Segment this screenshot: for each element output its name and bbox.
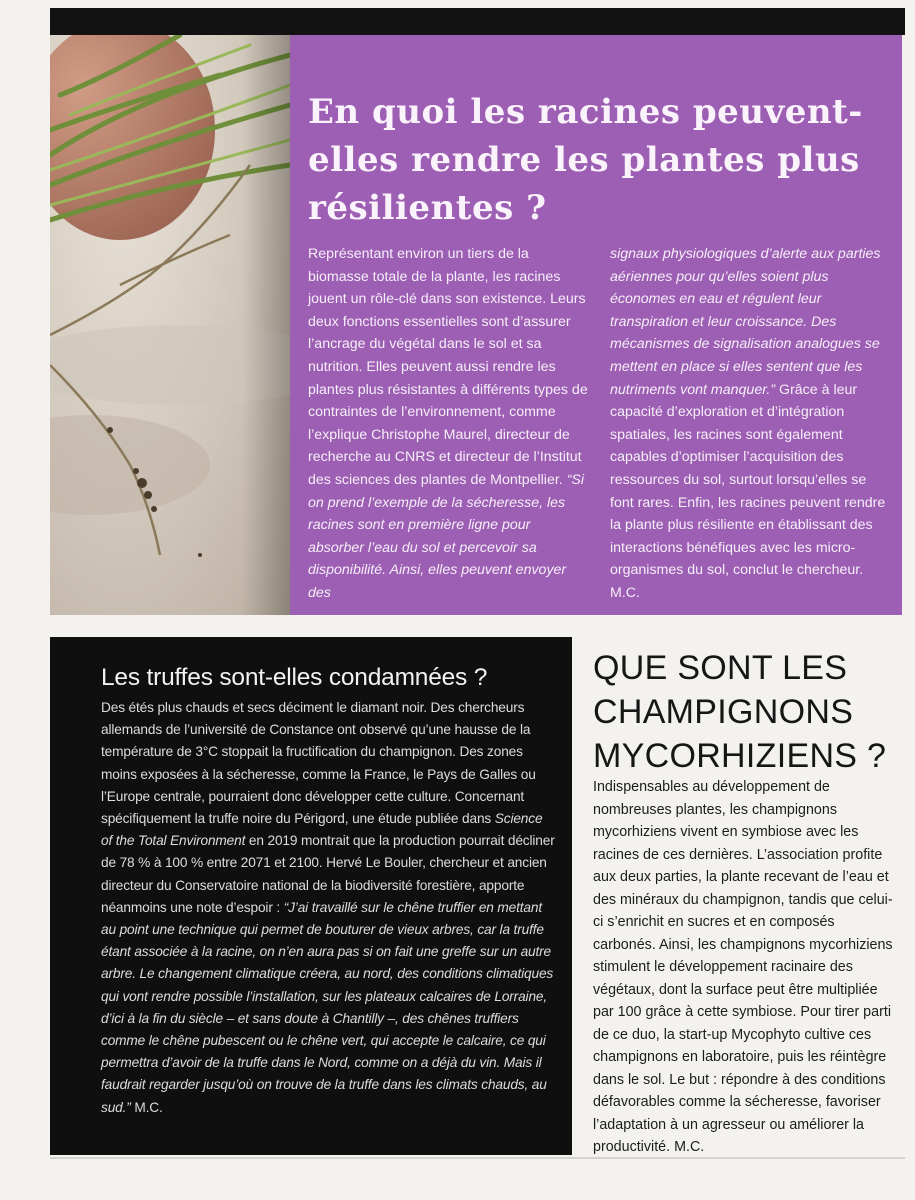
roots-article-title: En quoi les racines peuvent-elles rendre les plantes plus résilientes ? [308,92,863,228]
roots-article-signature: M.C. [610,584,640,601]
truffes-article-body [101,697,557,1119]
champignons-article-title: QUE SONT LES CHAMPIGNONS MYCORHIZIENS ? [593,649,887,775]
truffes-signature: M.C. [134,1099,163,1115]
truffes-quote: “J’ai travaillé sur le chêne truffier en mettant au point une technique qui permet de bouturer de vieux arbres, car la truffe étant associée à la racine, on n’en aura pas si on fait une greffe sur un autre arbre. Le changement climatique créera, au nord, des conditions climatiques qui vont rendre possible l’installation, sur les plateaux calcaires de Lorraine, d’ici à la fin du siècle – et sans doute à Chantilly –, des chênes truffiers comme le chêne pubescent ou le chêne vert, qui accepte le calcaire, ce qui permettra d’avoir de la truffe dans le Nord, comme on a déjà du vin. Mais il faudrait regarder jusqu’où on trouve de la truffe dans les climats chauds, au sud.” [101,899,554,1115]
top-black-band [50,8,905,35]
roots-article-column-1 [308,243,590,605]
roots-article-quote-part1: “Si on prend l’exemple de la sécheresse, les racines sont en première ligne pour absorber l’eau du sol et percevoir sa disponibilité. Ainsi, elles peuvent envoyer des [308,471,585,601]
bottom-rule [50,1157,905,1159]
plant-roots-illustration [50,35,290,615]
truffes-body-part1: Des étés plus chauds et secs déciment le diamant noir. Des chercheurs allemands de l’université de Constance ont observé qu’une hausse de la température de 3°C stoppait la fructification du champignon. Des zones moins exposées à la sécheresse, comme la France, le Pays de Galles ou l’Europe centrale, pourraient donc développer cette culture. Concernant spécifiquement la truffe noire du Périgord, une étude publiée dans [101,700,536,827]
roots-article-quote-part2: signaux physiologiques d’alerte aux parties aériennes pour qu’elles soient plus économes en eau et régulent leur transpiration et leur croissance. Des mécanismes de signalisation analogues se mettent en place si elles sentent que les nutriments vont manquer.” [610,246,881,398]
truffes-body-part2: en 2019 montrait que la production pourrait décliner de 78 % à 100 % entre 2071 et 2100. Hervé Le Bouler, chercheur et ancien directeur du Conservatoire national de la biodiversité forestière, apporte néanmoins une note d’espoir : [101,833,555,915]
plant-roots-photo [50,35,290,615]
champignons-body-text: Indispensables au développement de nombreuses plantes, les champignons mycorhiziens vivent en symbiose avec les racines de ces dernières. L’association profite aux deux parties, la plante recevant de l’eau et des minéraux du champignon, tandis que celui-ci s’enrichit en sucres et en composés carbonés. Ainsi, les champignons mycorhiziens stimulent le développement racinaire des végétaux, dont la surface peut être multipliée par 100 grâce à cette symbiose. Pour tirer parti de ce duo, la start-up Mycophyto cultive ces champignons en laboratoire, puis les réintègre dans le sol. Le but : répondre à des conditions défavorables comme la sécheresse, favoriser l’adaptation à un agresseur ou améliorer la productivité. [593,779,893,1155]
roots-article-intro: Représentant environ un tiers de la biomasse totale de la plante, les racines jouent un rôle-clé dans son existence. Leurs deux fonctions essentielles sont d’assurer l’ancrage du végétal dans le sol et sa nutrition. Elles peuvent aussi rendre les plantes plus résistantes à différents types de contraintes de l’environnement, comme l’explique Christophe Maurel, directeur de recherche au CNRS et directeur de l’Institut des sciences des plantes de Montpellier. [308,246,588,488]
champignons-signature: M.C. [674,1139,705,1155]
truffes-article-title: Les truffes sont-elles condamnées ? [101,664,488,691]
roots-article-conclusion: Grâce à leur capacité d’exploration et d’intégration spatiales, les racines sont également capables d’optimiser l’acquisition des ressources du sol, surtout lorsqu’elles se font rares. Enfin, les racines peuvent rendre la plante plus résiliente en établissant des interactions bénéfiques avec les micro-organismes du sol, conclut le chercheur. [610,381,886,579]
champignons-article-body [593,776,893,1159]
roots-article-column-2 [610,243,892,605]
truffes-journal-name: Science of the Total Environment [101,811,543,849]
